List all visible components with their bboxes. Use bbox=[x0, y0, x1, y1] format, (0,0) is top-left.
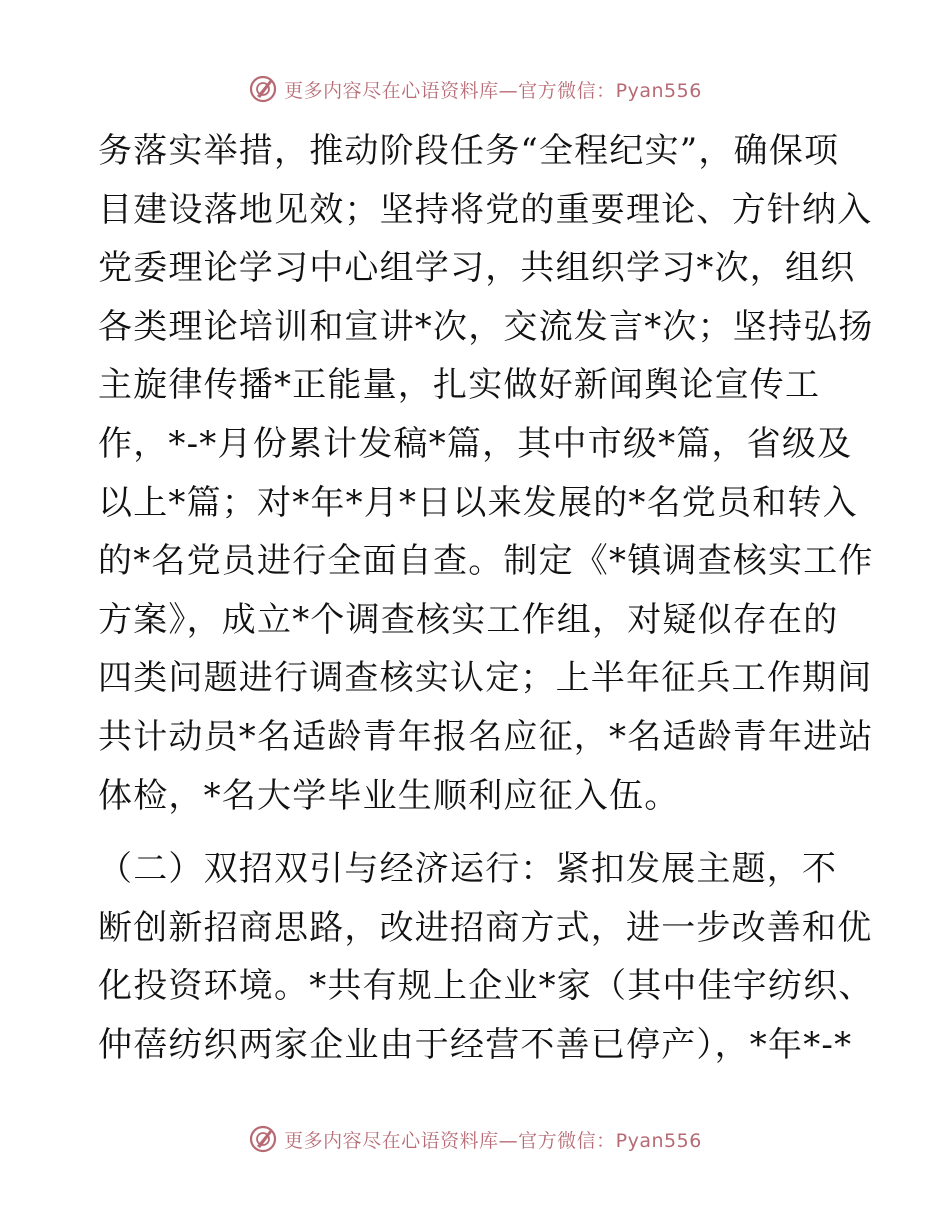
document-body bbox=[98, 122, 874, 1075]
text-line: 主旋律传播*正能量，扎实做好新闻舆论宣传工 bbox=[98, 365, 821, 406]
text-line: 作，*-*月份累计发稿*篇，其中市级*篇，省级及 bbox=[98, 423, 853, 464]
footer-watermark bbox=[0, 1124, 950, 1154]
text-line: 方案》，成立*个调查核实工作组，对疑似存在的 bbox=[98, 599, 839, 640]
watermark-text: 更多内容尽在心语资料库—官方微信：Pyan556 bbox=[284, 1129, 702, 1152]
text-line: 各类理论培训和宣讲*次，交流发言*次；坚持弘扬 bbox=[98, 306, 874, 347]
text-line: 的*名党员进行全面自查。制定《*镇调查核实工作 bbox=[98, 541, 874, 582]
paragraph-investment bbox=[98, 840, 874, 1074]
text-line: 党委理论学习中心组学习，共组织学习*次，组织 bbox=[98, 248, 856, 289]
text-line: 以上*篇；对*年*月*日以来发展的*名党员和转入 bbox=[98, 482, 858, 523]
paragraph-spacer bbox=[98, 825, 858, 840]
paragraph-party-building bbox=[98, 122, 874, 825]
text-line: 化投资环境。*共有规上企业*家（其中佳宇纺织、 bbox=[98, 966, 874, 1007]
text-line: 四类问题进行调查核实认定；上半年征兵工作期间 bbox=[98, 658, 873, 699]
text-line: 体检，*名大学毕业生顺利应征入伍。 bbox=[98, 775, 680, 816]
watermark-text: 更多内容尽在心语资料库—官方微信：Pyan556 bbox=[284, 79, 702, 102]
text-line: 共计动员*名适龄青年报名应征，*名适龄青年进站 bbox=[98, 716, 874, 757]
text-line: 目建设落地见效；坚持将党的重要理论、方针纳入 bbox=[98, 189, 873, 230]
text-line: （二）双招双引与经济运行：紧扣发展主题，不 bbox=[98, 849, 838, 890]
header-watermark bbox=[0, 74, 950, 104]
text-line: 仲蓓纺织两家企业由于经营不善已停产），*年*-* bbox=[98, 1024, 853, 1065]
text-line: 务落实举措，推动阶段任务“全程纪实”，确保项 bbox=[98, 131, 840, 171]
watermark-logo-icon bbox=[248, 74, 278, 104]
text-line: 断创新招商思路，改进招商方式，进一步改善和优 bbox=[98, 907, 873, 948]
watermark-logo-icon bbox=[248, 1124, 278, 1154]
